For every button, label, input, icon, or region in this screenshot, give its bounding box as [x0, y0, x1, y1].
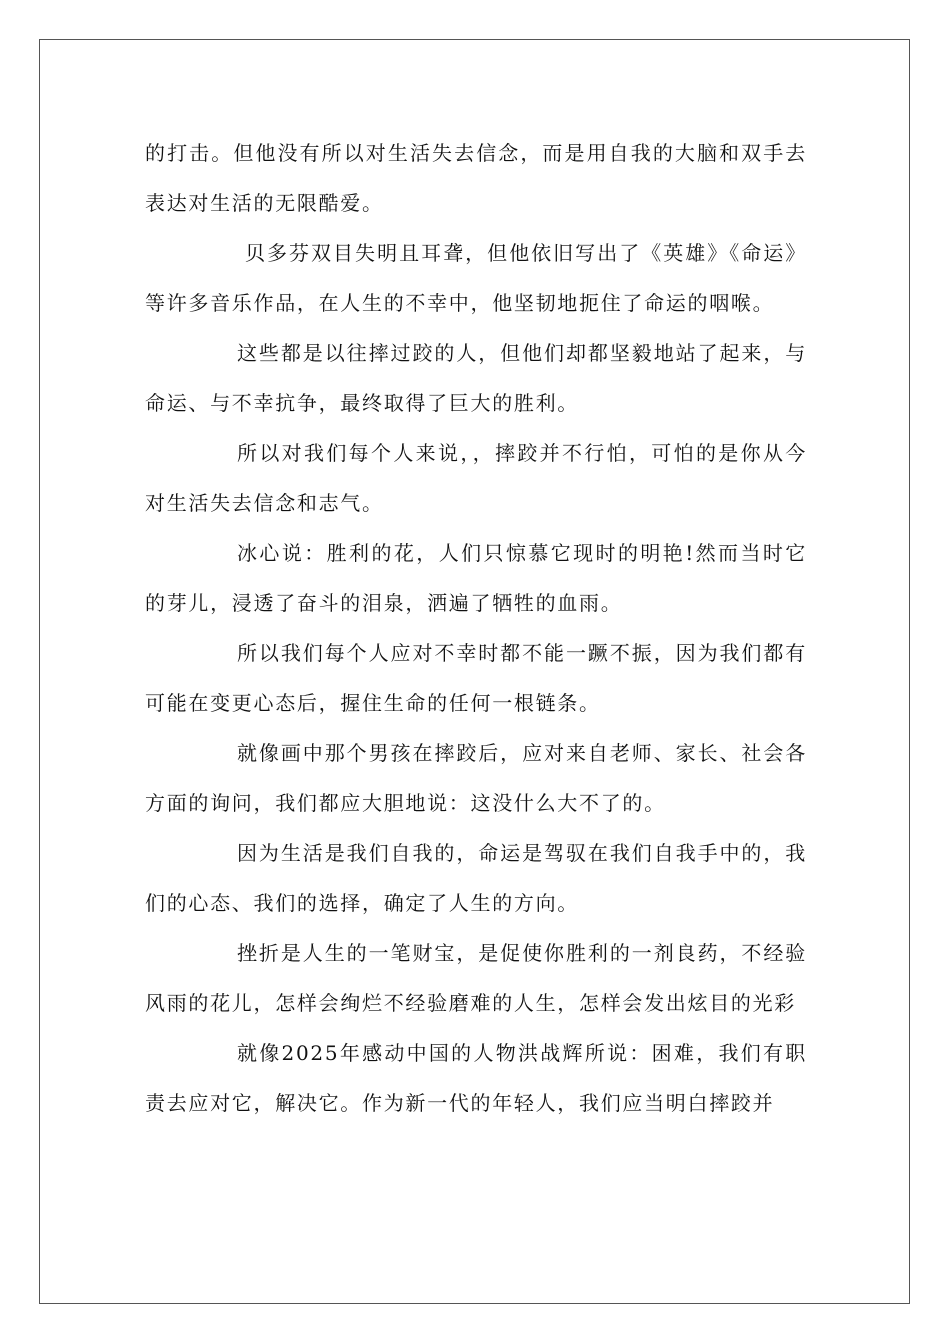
paragraph-5: 冰心说：胜利的花，人们只惊慕它现时的明艳!然而当时它的芽儿，浸透了奋斗的泪泉，洒遍了牺牲的血雨。: [145, 541, 807, 615]
paragraph-4: 所以对我们每个人来说，，摔跤并不行怕，可怕的是你从今对生活失去信念和志气。: [145, 441, 807, 515]
paragraph-10: 就像2025年感动中国的人物洪战辉所说：困难，我们有职责去应对它，解决它。作为新一代的年轻人，我们应当明白摔跤并: [145, 1041, 807, 1115]
paragraph-2: 贝多芬双目失明且耳聋，但他依旧写出了《英雄》《命运》等许多音乐作品，在人生的不幸中，他坚韧地扼住了命运的咽喉。: [145, 241, 807, 315]
document-body: [145, 128, 807, 1128]
paragraph-7: 就像画中那个男孩在摔跤后，应对来自老师、家长、社会各方面的询问，我们都应大胆地说：这没什么大不了的。: [145, 741, 807, 815]
paragraph-6: 所以我们每个人应对不幸时都不能一蹶不振，因为我们都有可能在变更心态后，握住生命的任何一根链条。: [145, 641, 807, 715]
paragraph-3: 这些都是以往摔过跤的人，但他们却都坚毅地站了起来，与命运、与不幸抗争，最终取得了巨大的胜利。: [145, 341, 807, 415]
paragraph-9: 挫折是人生的一笔财宝，是促使你胜利的一剂良药，不经验风雨的花儿，怎样会绚烂不经验磨难的人生，怎样会发出炫目的光彩: [145, 941, 807, 1015]
paragraph-8: 因为生活是我们自我的，命运是驾驭在我们自我手中的，我们的心态、我们的选择，确定了人生的方向。: [145, 841, 807, 915]
paragraph-1: 的打击。但他没有所以对生活失去信念，而是用自我的大脑和双手去表达对生活的无限酷爱。: [145, 141, 807, 215]
